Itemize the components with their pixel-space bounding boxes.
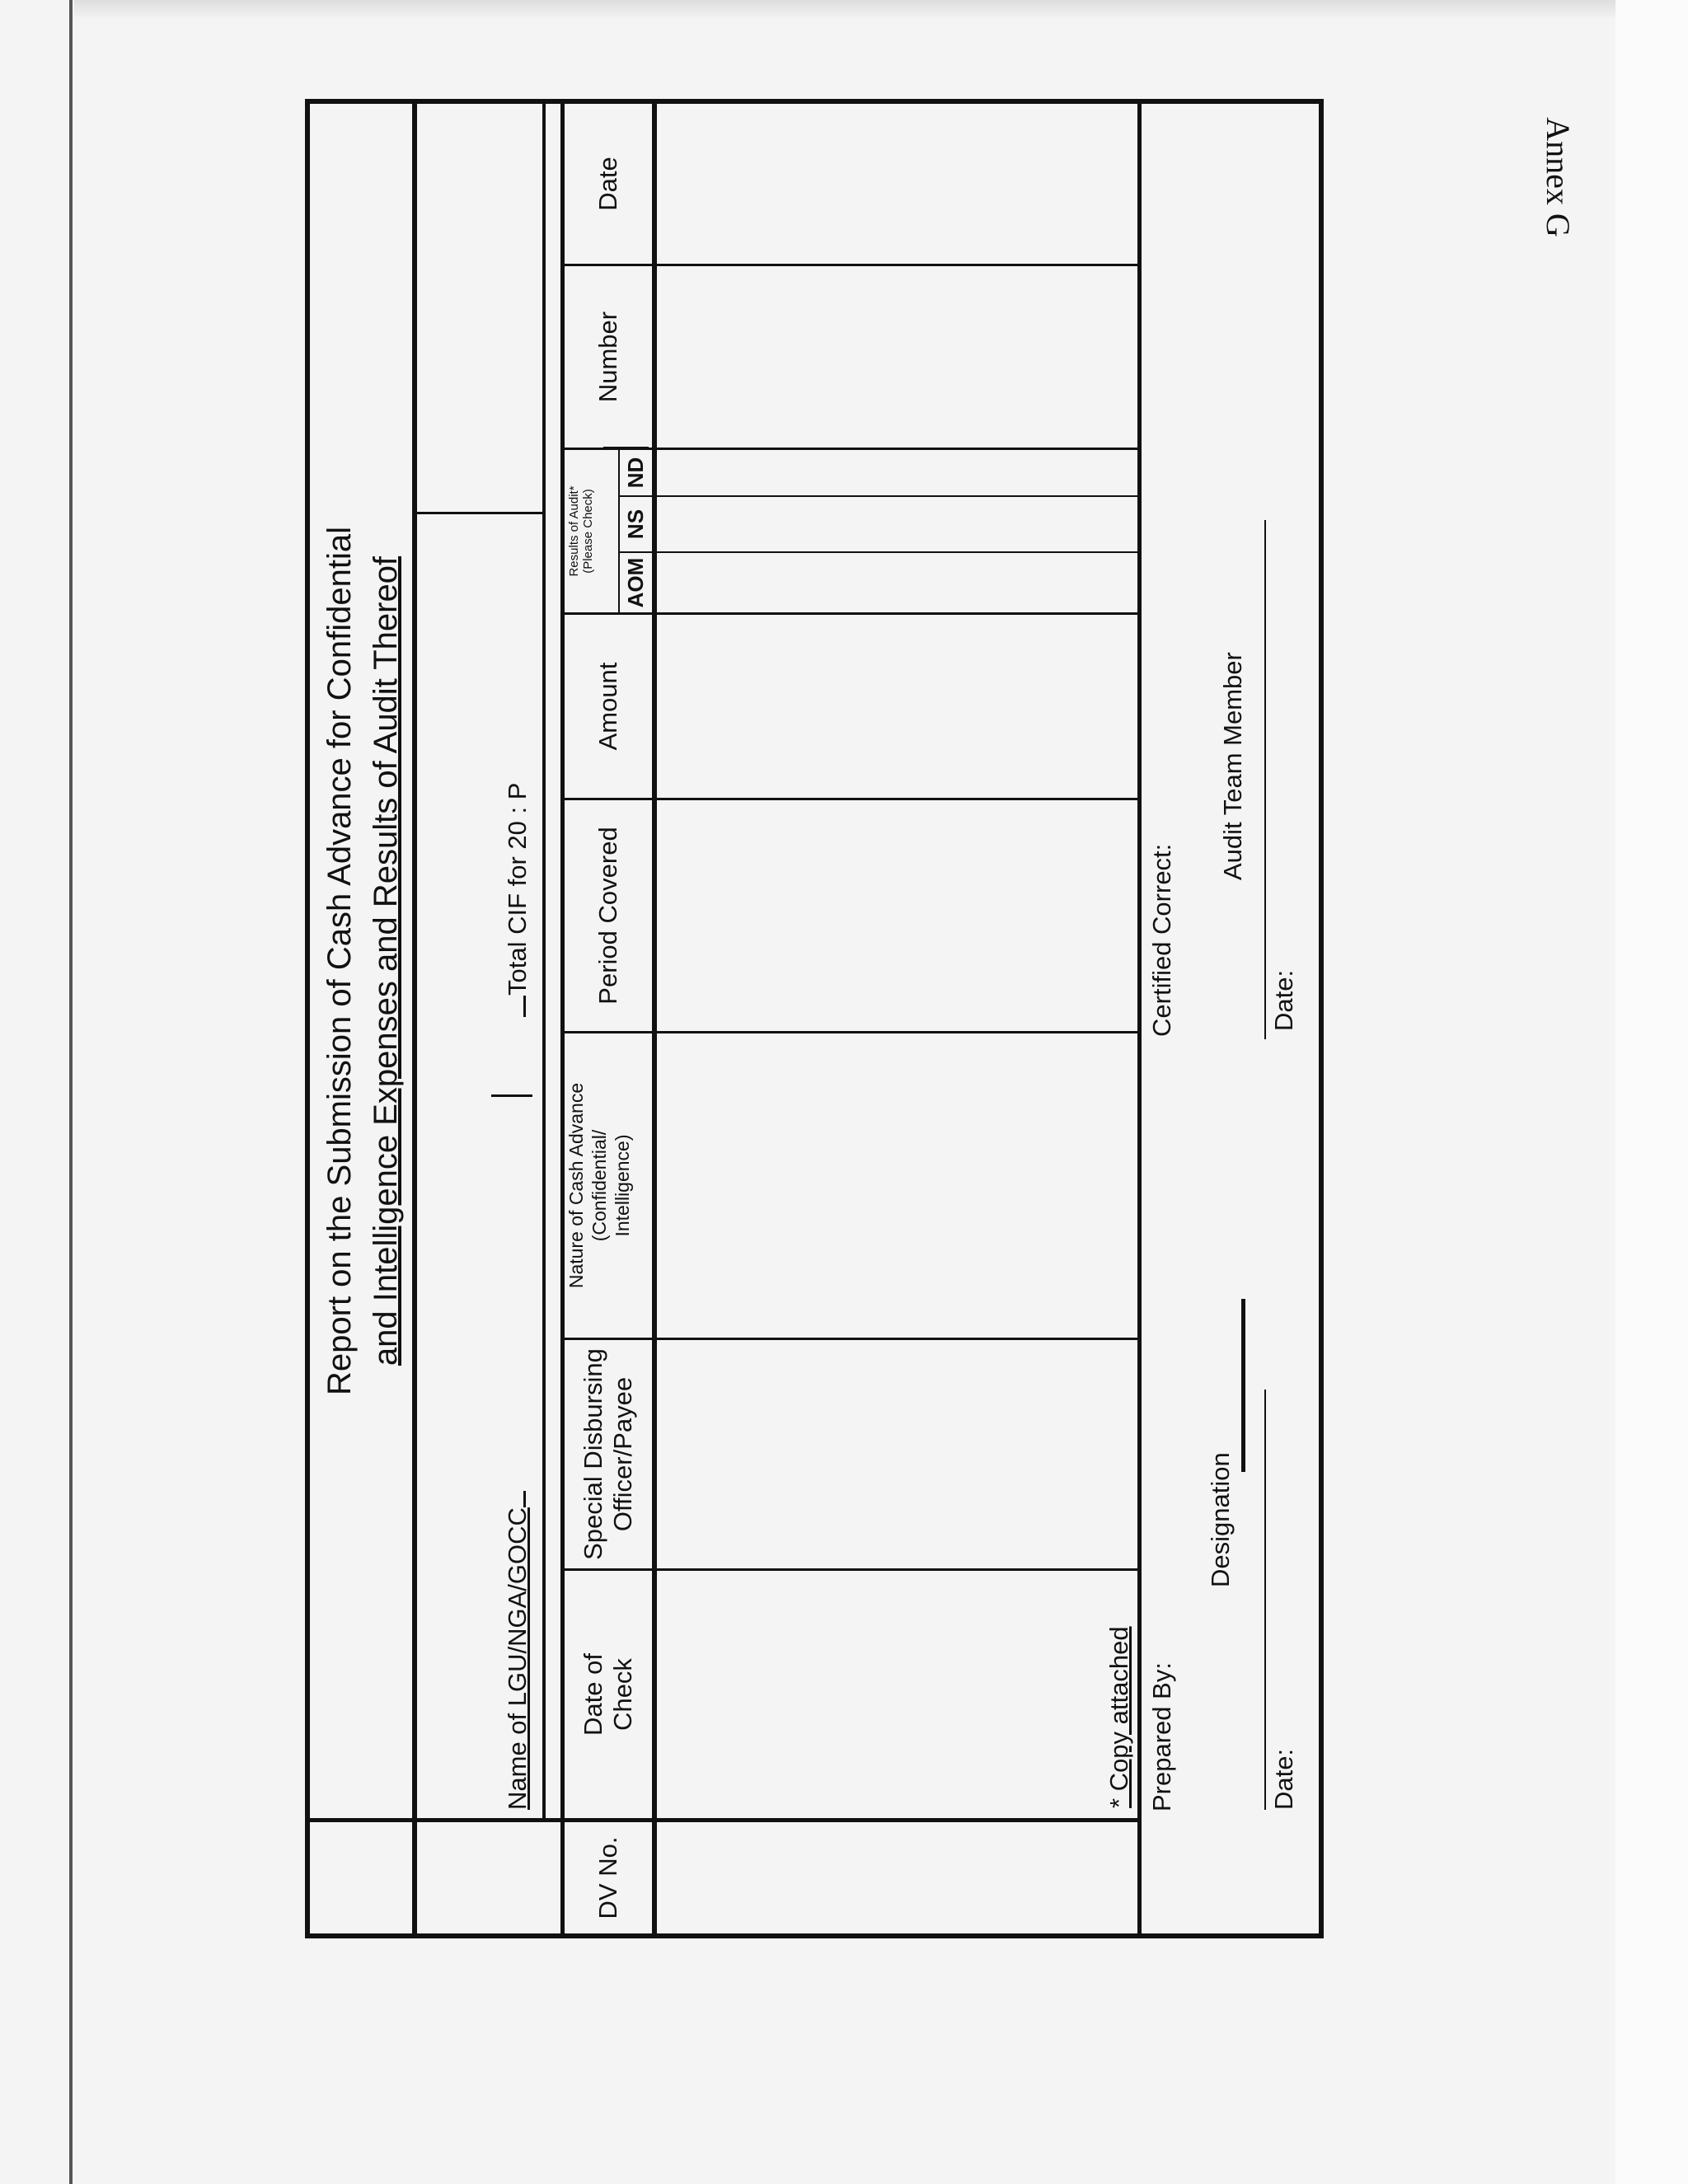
prepared-by-signature-line <box>1264 1390 1266 1810</box>
annex-label: Annex G <box>1540 117 1577 237</box>
form-title <box>316 104 412 1818</box>
prepared-by-label: Prepared By: <box>1147 1662 1176 1811</box>
col-period-covered: Period Covered <box>593 827 622 1005</box>
scan-left-edge <box>69 0 73 2184</box>
form-title-line2: and Intelligence Expenses and Results of Audit Thereof <box>368 555 404 1366</box>
designation-line <box>1241 1299 1245 1472</box>
scan-top-shadow <box>74 0 1688 20</box>
col-date: Date <box>593 157 622 211</box>
copy-attached-note: * Copy attached <box>1104 1626 1133 1808</box>
form-title-line1: Report on the Submission of Cash Advance for Confidential <box>321 527 358 1395</box>
col-nature: Nature of Cash Advance (Confidential/ Intelligence) <box>565 1082 633 1289</box>
header-band-rule <box>412 104 417 1933</box>
table-bottom-rule <box>1137 104 1142 1933</box>
report-form <box>305 99 1324 1938</box>
scan-right-shade <box>1615 0 1688 2184</box>
col-date-of-check: Date of Check <box>579 1653 637 1736</box>
certified-date-label: Date: <box>1269 969 1298 1031</box>
certified-correct-label: Certified Correct: <box>1147 843 1176 1037</box>
agency-cif-divider <box>412 512 544 514</box>
col-amount: Amount <box>593 662 622 751</box>
check-ns: NS <box>623 509 648 540</box>
designation-label: Designation <box>1206 1452 1235 1587</box>
footnote-tick <box>1083 1568 1137 1571</box>
col-dv-no: DV No. <box>593 1836 622 1919</box>
check-nd: ND <box>623 457 648 489</box>
agency-label: Name of LGU/NGA/GOCC <box>501 1491 534 1810</box>
col-results-of-audit: Results of Audit* (Please Check) <box>567 485 595 577</box>
results-sub-rule-2 <box>620 495 1137 497</box>
agency-row-rule <box>542 104 546 1822</box>
dv-column-rule <box>310 1818 1137 1822</box>
total-cif-label: Total CIF for 20 : P <box>501 783 534 1017</box>
audit-team-member-label: Audit Team Member <box>1218 652 1247 880</box>
results-sub-rule-1 <box>620 551 1137 553</box>
certified-signature-line <box>1264 520 1266 1039</box>
column-header-bottom-rule <box>652 104 657 1933</box>
check-aom: AOM <box>623 557 648 608</box>
col-number: Number <box>593 311 622 403</box>
prepared-date-label: Date: <box>1269 1748 1298 1810</box>
cif-fill-tick <box>491 1094 532 1097</box>
col-sdo-payee: Special Disbursing Officer/Payee <box>579 1348 637 1560</box>
